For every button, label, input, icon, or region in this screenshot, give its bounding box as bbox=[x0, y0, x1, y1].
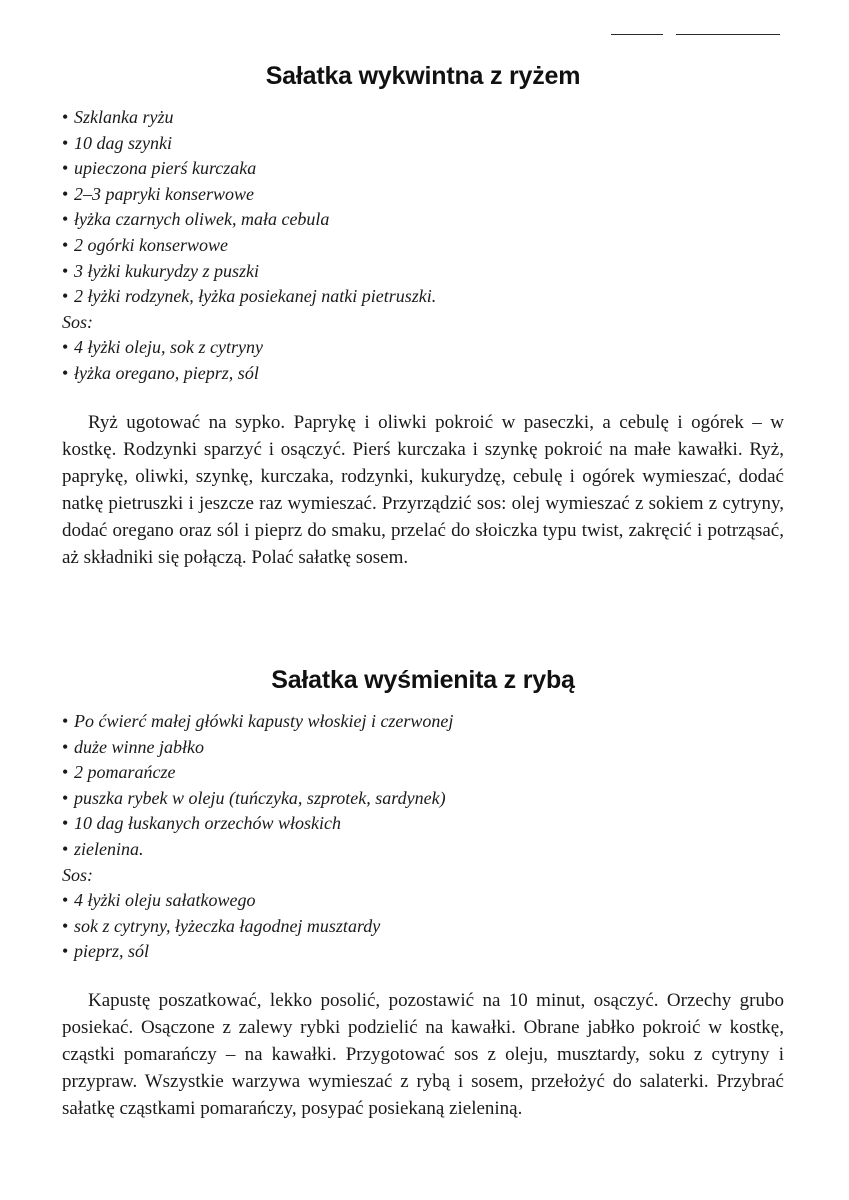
ingredient-list bbox=[62, 709, 784, 863]
bullet-icon: • bbox=[62, 234, 69, 255]
recipe-fish-salad bbox=[62, 666, 784, 1122]
bullet-icon: • bbox=[62, 762, 69, 783]
ingredient-item: • 10 dag szynki bbox=[62, 131, 784, 157]
ingredient-item: • 2 ogórki konserwowe bbox=[62, 233, 784, 259]
sauce-ingredient-item: • 4 łyżki oleju, sok z cytryny bbox=[62, 335, 784, 361]
sauce-ingredient-item: • łyżka oregano, pieprz, sól bbox=[62, 361, 784, 387]
bullet-icon: • bbox=[62, 838, 69, 859]
sauce-ingredient-item: • pieprz, sól bbox=[62, 939, 784, 965]
ingredient-item: • Po ćwierć małej główki kapusty włoskiej i czerwonej bbox=[62, 709, 784, 735]
bullet-icon: • bbox=[62, 132, 69, 153]
ingredient-item: • 2 pomarańcze bbox=[62, 760, 784, 786]
header-rule-left bbox=[611, 34, 663, 35]
sauce-label: Sos: bbox=[62, 864, 93, 885]
ingredient-item: • łyżka czarnych oliwek, mała cebula bbox=[62, 207, 784, 233]
bullet-icon: • bbox=[62, 286, 69, 307]
instructions-paragraph: Kapustę poszatkować, lekko posolić, pozostawić na 10 minut, osączyć. Orzechy grubo posiekać. Osączone z zalewy rybki podzielić na kawałki. Obrane jabłko pokroić w kostkę, cząstki pomarańczy – na kawałki. Przygotować sos z oleju, musztardy, soku z cytryny i przypraw. Wszystkie warzywa wymieszać z rybą i sosem, przełożyć do salaterki. Przybrać sałatkę cząstkami pomarańczy, posypać posiekaną zieleniną. bbox=[62, 989, 784, 1119]
ingredient-item: • Szklanka ryżu bbox=[62, 105, 784, 131]
sauce-label: Sos: bbox=[62, 311, 93, 332]
bullet-icon: • bbox=[62, 260, 69, 281]
bullet-icon: • bbox=[62, 813, 69, 834]
bullet-icon: • bbox=[62, 107, 69, 127]
ingredient-item: • 3 łyżki kukurydzy z puszki bbox=[62, 259, 784, 285]
sauce-ingredient-item: • sok z cytryny, łyżeczka łagodnej musztardy bbox=[62, 914, 784, 940]
instructions-paragraph: Ryż ugotować na sypko. Paprykę i oliwki pokroić w paseczki, a cebulę i ogórek – w kostkę. Rodzynki sparzyć i osączyć. Pierś kurczaka i szynkę pokroić na małe kawałki. Ryż, paprykę, oliwki, szynkę, kurczaka, rodzynki, kukurydzę, cebulę i ogórek wymieszać, dodać natkę pietruszki i jeszcze raz wymieszać. Przyrządzić sos: olej wymieszać z sokiem z cytryny, dodać oregano oraz sól i pieprz do smaku, przelać do słoiczka typu twist, zakręcić i potrząsać, aż składniki się połączą. Polać sałatkę sosem. bbox=[62, 411, 784, 568]
ingredient-list bbox=[62, 105, 784, 310]
bullet-icon: • bbox=[62, 787, 69, 808]
bullet-icon: • bbox=[62, 915, 69, 936]
ingredient-item: • puszka rybek w oleju (tuńczyka, szprotek, sardynek) bbox=[62, 786, 784, 812]
ingredient-item: • upieczona pierś kurczaka bbox=[62, 156, 784, 182]
ingredient-item: • zielenina. bbox=[62, 837, 784, 863]
ingredient-item: • 2–3 papryki konserwowe bbox=[62, 182, 784, 208]
sauce-ingredient-list bbox=[62, 335, 784, 386]
bullet-icon: • bbox=[62, 158, 69, 179]
recipe-rice-salad bbox=[62, 62, 784, 571]
bullet-icon: • bbox=[62, 209, 69, 230]
bullet-icon: • bbox=[62, 736, 69, 757]
recipe-title: Sałatka wyśmienita z rybą bbox=[271, 666, 575, 694]
bullet-icon: • bbox=[62, 711, 69, 731]
bullet-icon: • bbox=[62, 362, 69, 383]
header-rule-right bbox=[676, 34, 780, 35]
bullet-icon: • bbox=[62, 890, 69, 911]
sauce-ingredient-list bbox=[62, 888, 784, 965]
ingredient-item: • 2 łyżki rodzynek, łyżka posiekanej natki pietruszki. bbox=[62, 284, 784, 310]
bullet-icon: • bbox=[62, 183, 69, 204]
sauce-ingredient-item: • 4 łyżki oleju sałatkowego bbox=[62, 888, 784, 914]
bullet-icon: • bbox=[62, 941, 69, 962]
ingredient-item: • 10 dag łuskanych orzechów włoskich bbox=[62, 811, 784, 837]
bullet-icon: • bbox=[62, 337, 69, 358]
ingredient-item: • duże winne jabłko bbox=[62, 735, 784, 761]
recipe-title: Sałatka wykwintna z ryżem bbox=[265, 62, 581, 90]
